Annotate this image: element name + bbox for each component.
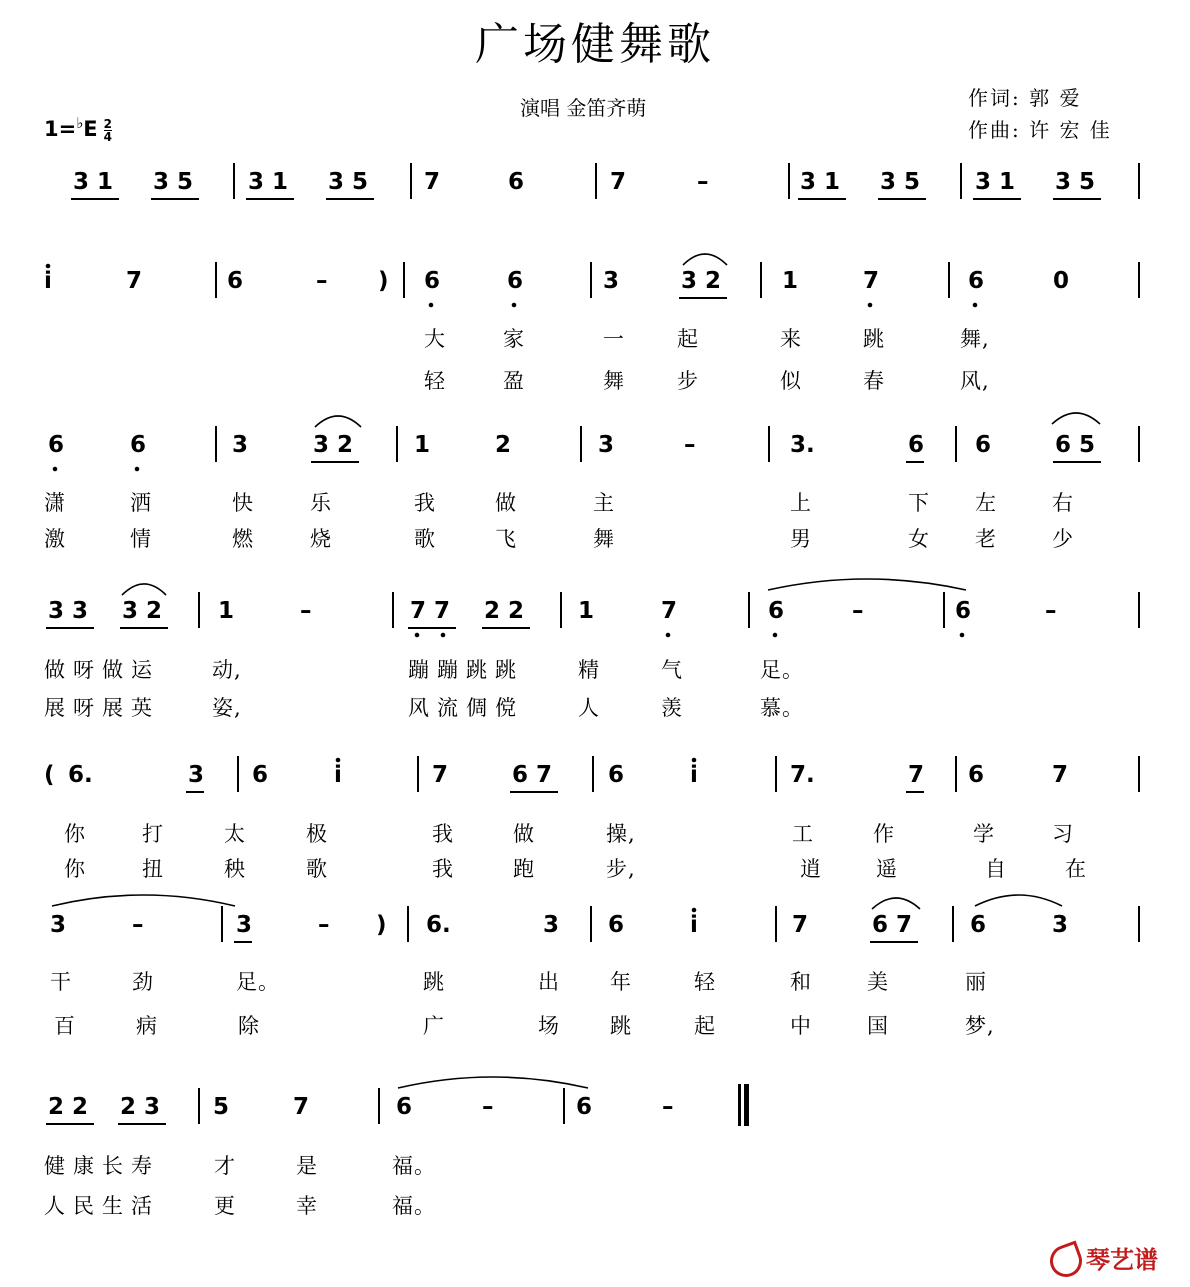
note: 3 bbox=[1052, 912, 1069, 938]
lyric-syllable: 遥 bbox=[876, 857, 898, 881]
note: – bbox=[300, 598, 312, 624]
note: 0 bbox=[1053, 268, 1070, 294]
note: 6 bbox=[508, 169, 525, 195]
lyric-syllable: 年 bbox=[610, 970, 632, 994]
slur-arc bbox=[1052, 413, 1100, 424]
time-top: 2 bbox=[103, 116, 113, 131]
note: 7 bbox=[661, 598, 678, 624]
lyric-syllable: 做 bbox=[495, 491, 517, 515]
lyric-syllable: 快 bbox=[232, 491, 254, 515]
lyric-syllable: 洒 bbox=[130, 491, 152, 515]
lyric-syllable: 一 bbox=[603, 327, 625, 351]
slur-arc bbox=[768, 579, 966, 590]
lyric-syllable: 展呀展英 bbox=[44, 696, 160, 720]
note: – bbox=[482, 1094, 494, 1120]
lyric-syllable: 左 bbox=[975, 491, 997, 515]
lyric-syllable: 跑 bbox=[513, 857, 535, 881]
note: 6 bbox=[968, 762, 985, 788]
lyric-syllable: 梦, bbox=[965, 1014, 995, 1038]
lyric-syllable: 秧 bbox=[224, 857, 246, 881]
note: ( bbox=[44, 762, 55, 788]
lyric-syllable: 自 bbox=[985, 857, 1007, 881]
lyric-syllable: 羡 bbox=[661, 696, 683, 720]
lyric-syllable: 下 bbox=[908, 491, 930, 515]
lyric-syllable: 歌 bbox=[306, 857, 328, 881]
slur-arc bbox=[315, 416, 361, 427]
note: 1 bbox=[218, 598, 235, 624]
lyric-syllable: 春 bbox=[863, 369, 885, 393]
octave-dot bbox=[973, 303, 978, 308]
slur-arc bbox=[975, 895, 1062, 906]
lyric-syllable: 习 bbox=[1052, 822, 1074, 846]
note: 6 bbox=[908, 432, 925, 458]
lyric-syllable: 劲 bbox=[132, 970, 154, 994]
lyric-syllable: 跳 bbox=[863, 327, 885, 351]
octave-dot bbox=[692, 758, 697, 763]
note: i bbox=[44, 268, 52, 294]
note: – bbox=[316, 268, 328, 294]
lyric-syllable: 燃 bbox=[232, 527, 254, 551]
lyric-syllable: 病 bbox=[136, 1014, 158, 1038]
note: 2 3 bbox=[120, 1094, 161, 1120]
slur-arc bbox=[872, 898, 920, 909]
octave-dot bbox=[336, 758, 341, 763]
note: 7 bbox=[908, 762, 925, 788]
lyric-syllable: 福。 bbox=[392, 1154, 436, 1178]
note: 3 bbox=[188, 762, 205, 788]
note: 6 bbox=[955, 598, 972, 624]
lyric-syllable: 风流倜傥 bbox=[408, 696, 524, 720]
octave-dot bbox=[53, 467, 58, 472]
note: 2 2 bbox=[484, 598, 525, 624]
lyric-syllable: 姿, bbox=[212, 696, 242, 720]
note: 3 bbox=[598, 432, 615, 458]
note: ) bbox=[376, 912, 387, 938]
lyric-syllable: 国 bbox=[867, 1014, 889, 1038]
page-title: 广场健舞歌 bbox=[475, 19, 715, 70]
lyric-syllable: 风, bbox=[960, 369, 990, 393]
slur-arc bbox=[52, 895, 235, 906]
lyric-syllable: 男 bbox=[790, 527, 812, 551]
note: 3 bbox=[236, 912, 253, 938]
note: 3 bbox=[50, 912, 67, 938]
lyric-syllable: 出 bbox=[538, 970, 560, 994]
note: 7 bbox=[863, 268, 880, 294]
note: 6 bbox=[130, 432, 147, 458]
lyric-syllable: 少 bbox=[1052, 527, 1074, 551]
note: 3 bbox=[232, 432, 249, 458]
note: – bbox=[697, 169, 709, 195]
note: i bbox=[690, 912, 698, 938]
note: 2 2 bbox=[48, 1094, 89, 1120]
note: 3. bbox=[790, 432, 815, 458]
note: – bbox=[318, 912, 330, 938]
note: i bbox=[690, 762, 698, 788]
note: 3 1 bbox=[73, 169, 114, 195]
note: i bbox=[334, 762, 342, 788]
octave-dot bbox=[773, 633, 778, 638]
octave-dot bbox=[960, 633, 965, 638]
note: 5 bbox=[213, 1094, 230, 1120]
lyric-syllable: 家 bbox=[503, 327, 525, 351]
lyricist-credit: 作词: 郭 爱 bbox=[968, 86, 1082, 110]
lyric-syllable: 广 bbox=[423, 1014, 445, 1038]
note: – bbox=[1045, 598, 1057, 624]
note: 6 7 bbox=[512, 762, 553, 788]
note: 6. bbox=[68, 762, 93, 788]
lyric-syllable: 轻 bbox=[424, 369, 446, 393]
lyric-syllable: 做 bbox=[513, 822, 535, 846]
lyric-syllable: 是 bbox=[296, 1154, 318, 1178]
lyric-syllable: 在 bbox=[1065, 857, 1087, 881]
lyric-syllable: 老 bbox=[975, 527, 997, 551]
lyric-syllable: 除 bbox=[238, 1014, 260, 1038]
slur-arc bbox=[122, 584, 166, 595]
lyric-syllable: 人 bbox=[578, 696, 600, 720]
note: 7 bbox=[610, 169, 627, 195]
note: 6 bbox=[396, 1094, 413, 1120]
note: 3 3 bbox=[48, 598, 89, 624]
lyric-syllable: 情 bbox=[130, 527, 152, 551]
note: ) bbox=[378, 268, 389, 294]
lyric-syllable: 丽 bbox=[965, 970, 987, 994]
composer-credit: 作曲: 许 宏 佳 bbox=[968, 118, 1112, 142]
lyric-syllable: 舞 bbox=[603, 369, 625, 393]
note: 7 bbox=[1052, 762, 1069, 788]
key-base: 1= bbox=[44, 117, 77, 141]
lyric-syllable: 美 bbox=[867, 970, 889, 994]
note: – bbox=[132, 912, 144, 938]
note: 6 bbox=[968, 268, 985, 294]
note: 6 bbox=[608, 762, 625, 788]
lyric-syllable: 跳 bbox=[610, 1014, 632, 1038]
octave-dot bbox=[135, 467, 140, 472]
note: 6 bbox=[227, 268, 244, 294]
lyric-syllable: 上 bbox=[790, 491, 812, 515]
lyric-syllable: 乐 bbox=[310, 491, 332, 515]
note: 7 bbox=[126, 268, 143, 294]
lyric-syllable: 步 bbox=[677, 369, 699, 393]
lyric-syllable: 人民生活 bbox=[44, 1194, 160, 1218]
lyric-syllable: 轻 bbox=[694, 970, 716, 994]
lyric-syllable: 中 bbox=[790, 1014, 812, 1038]
note: 3 5 bbox=[153, 169, 194, 195]
note: – bbox=[852, 598, 864, 624]
note: 6 bbox=[975, 432, 992, 458]
octave-dot bbox=[868, 303, 873, 308]
time-bottom: 4 bbox=[103, 129, 113, 144]
lyric-syllable: 起 bbox=[677, 327, 699, 351]
note: 3 1 bbox=[248, 169, 289, 195]
note: 6 bbox=[970, 912, 987, 938]
note: 1 bbox=[414, 432, 431, 458]
lyric-syllable: 百 bbox=[54, 1014, 76, 1038]
note: 6 7 bbox=[872, 912, 913, 938]
lyric-syllable: 动, bbox=[212, 658, 242, 682]
lyric-syllable: 舞, bbox=[960, 327, 990, 351]
lyric-syllable: 逍 bbox=[800, 857, 822, 881]
lyric-syllable: 才 bbox=[214, 1154, 236, 1178]
note: 6 5 bbox=[1055, 432, 1096, 458]
note: 6 bbox=[608, 912, 625, 938]
lyric-syllable: 来 bbox=[780, 327, 802, 351]
note: 6 bbox=[576, 1094, 593, 1120]
lyric-syllable: 场 bbox=[538, 1014, 560, 1038]
note: 7 bbox=[293, 1094, 310, 1120]
note: 7 bbox=[424, 169, 441, 195]
lyric-syllable: 蹦蹦跳跳 bbox=[408, 658, 524, 682]
logo-text: 琴艺谱 bbox=[1086, 1246, 1158, 1274]
site-logo bbox=[1050, 1240, 1158, 1277]
lyric-syllable: 女 bbox=[908, 527, 930, 551]
lyric-syllable: 慕。 bbox=[760, 696, 804, 720]
lyric-syllable: 足。 bbox=[760, 658, 804, 682]
note: 7 bbox=[432, 762, 449, 788]
lyric-syllable: 干 bbox=[50, 970, 72, 994]
note: 6 bbox=[252, 762, 269, 788]
lyric-syllable: 操, bbox=[606, 822, 636, 846]
lyric-syllable: 我 bbox=[414, 491, 436, 515]
note: 6 bbox=[424, 268, 441, 294]
note: 3 2 bbox=[681, 268, 722, 294]
lyric-syllable: 似 bbox=[780, 369, 802, 393]
lyric-syllable: 打 bbox=[142, 822, 164, 846]
note: 1 bbox=[782, 268, 799, 294]
lyric-syllable: 健康长寿 bbox=[44, 1154, 160, 1178]
lyric-syllable: 学 bbox=[973, 822, 995, 846]
note: 6 bbox=[48, 432, 65, 458]
note: 3 2 bbox=[313, 432, 354, 458]
key-note: E bbox=[83, 117, 98, 141]
lyric-syllable: 舞 bbox=[593, 527, 615, 551]
note: 6. bbox=[426, 912, 451, 938]
note: 3 2 bbox=[122, 598, 163, 624]
lyric-syllable: 跳 bbox=[423, 970, 445, 994]
lyric-syllable: 极 bbox=[306, 822, 328, 846]
octave-dot bbox=[46, 264, 51, 269]
logo-mark-icon bbox=[1045, 1240, 1086, 1281]
lyric-syllable: 起 bbox=[694, 1014, 716, 1038]
lyric-syllable: 右 bbox=[1052, 491, 1074, 515]
lyric-syllable: 工 bbox=[792, 822, 814, 846]
octave-dot bbox=[666, 633, 671, 638]
note: 3 5 bbox=[328, 169, 369, 195]
lyric-syllable: 你 bbox=[64, 857, 86, 881]
lyric-syllable: 飞 bbox=[495, 527, 517, 551]
octave-dot bbox=[441, 633, 446, 638]
octave-dot bbox=[415, 633, 420, 638]
octave-dot bbox=[429, 303, 434, 308]
lyric-syllable: 幸 bbox=[296, 1194, 318, 1218]
lyric-syllable: 作 bbox=[873, 822, 895, 846]
note: 7. bbox=[790, 762, 815, 788]
lyric-syllable: 歌 bbox=[414, 527, 436, 551]
lyric-syllable: 足。 bbox=[236, 970, 280, 994]
lyric-syllable: 烧 bbox=[310, 527, 332, 551]
lyric-syllable: 步, bbox=[606, 857, 636, 881]
note: 2 bbox=[495, 432, 512, 458]
lyric-syllable: 精 bbox=[578, 658, 600, 682]
note: 6 bbox=[507, 268, 524, 294]
slur-arc bbox=[398, 1077, 588, 1088]
lyric-syllable: 更 bbox=[214, 1194, 236, 1218]
lyric-syllable: 做呀做运 bbox=[44, 658, 160, 682]
lyric-syllable: 和 bbox=[790, 970, 812, 994]
lyric-syllable: 太 bbox=[224, 822, 246, 846]
lyric-syllable: 扭 bbox=[142, 857, 164, 881]
slur-arc bbox=[683, 254, 727, 265]
note: 3 bbox=[543, 912, 560, 938]
note: – bbox=[684, 432, 696, 458]
note: 3 5 bbox=[1055, 169, 1096, 195]
note: 7 bbox=[792, 912, 809, 938]
note: 3 1 bbox=[800, 169, 841, 195]
lyric-syllable: 盈 bbox=[503, 369, 525, 393]
lyric-syllable: 福。 bbox=[392, 1194, 436, 1218]
lyric-syllable: 主 bbox=[593, 491, 615, 515]
note: 3 5 bbox=[880, 169, 921, 195]
singer-credit: 演唱 金笛齐萌 bbox=[520, 96, 647, 120]
lyric-syllable: 你 bbox=[64, 822, 86, 846]
note: 7 7 bbox=[410, 598, 451, 624]
lyric-syllable: 大 bbox=[424, 327, 446, 351]
lyric-syllable: 我 bbox=[432, 822, 454, 846]
note: 1 bbox=[578, 598, 595, 624]
note: 6 bbox=[768, 598, 785, 624]
note: – bbox=[662, 1094, 674, 1120]
octave-dot bbox=[512, 303, 517, 308]
lyric-syllable: 潇 bbox=[44, 491, 66, 515]
lyric-syllable: 气 bbox=[661, 658, 683, 682]
lyric-syllable: 我 bbox=[432, 857, 454, 881]
note: 3 1 bbox=[975, 169, 1016, 195]
octave-dot bbox=[692, 908, 697, 913]
lyric-syllable: 激 bbox=[44, 527, 66, 551]
note: 3 bbox=[603, 268, 620, 294]
flat-sign: ♭ bbox=[76, 114, 84, 132]
